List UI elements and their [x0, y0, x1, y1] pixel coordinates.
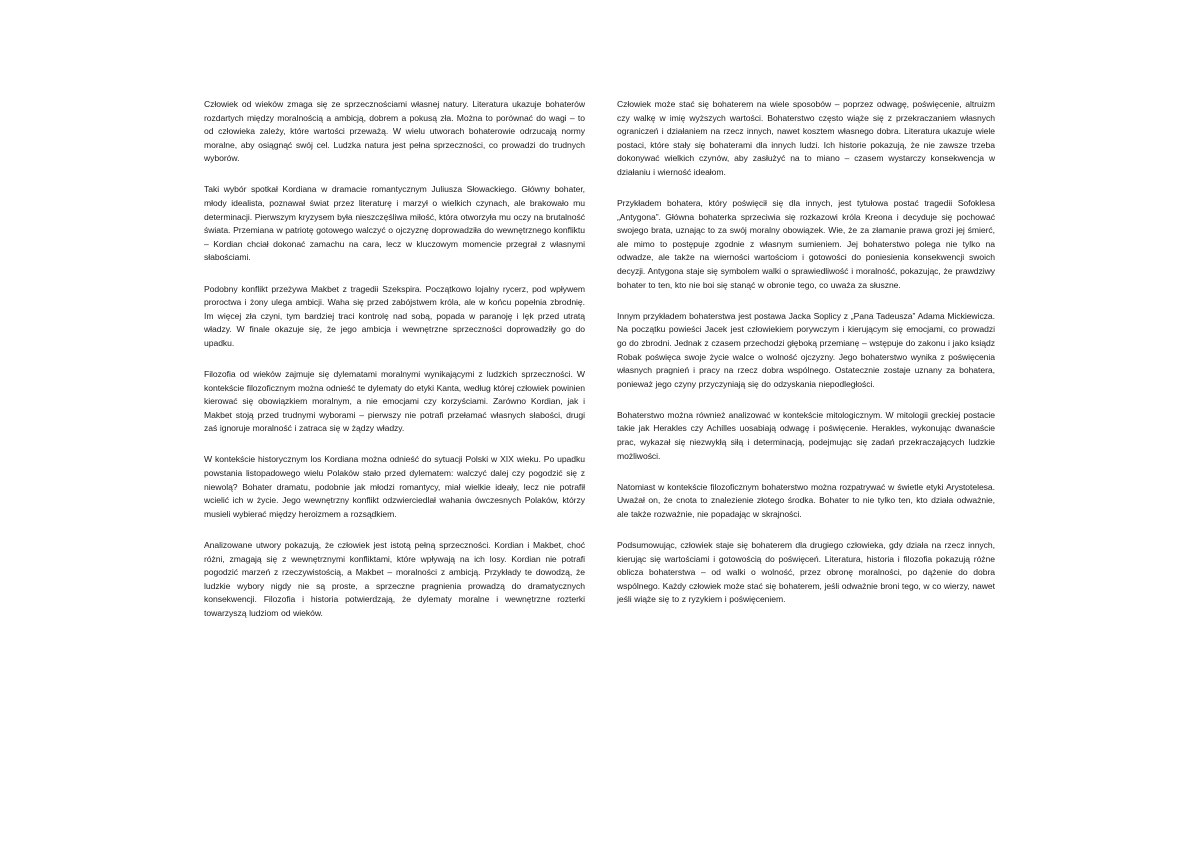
- paragraph: Filozofia od wieków zajmuje się dylematami moralnymi wynikającymi z ludzkich sprzeczności. W kontekście filozoficznym można odnieść te dylematy do etyki Kanta, według której człowiek powinien kierować się obowiązkiem moralnym, a nie emocjami czy korzyściami. Zarówno Kordian, jak i Makbet stoją przed trudnymi wyborami – pierwszy nie potrafi przełamać własnych słabości, drugi zaś ignoruje moralność i zatraca się w żądzy władzy.: [204, 369, 585, 434]
- paragraph: Przykładem bohatera, który poświęcił się dla innych, jest tytułowa postać tragedii Sofoklesa „Antygona”. Główna bohaterka sprzeciwia się rozkazowi króla Kreona i decyduje się pochować swojego brata, uznając to za swój moralny obowiązek. Wie, że za złamanie prawa grozi jej śmierć, ale mimo to postępuje zgodnie z własnym sumieniem. Jej bohaterstwo polega nie tylko na odwadze, ale także na wierności wartościom i gotowości do poniesienia konsekwencji swoich decyzji. Antygona staje się symbolem walki o sprawiedliwość i moralność, pokazując, że prawdziwy bohater to ten, kto nie boi się stanąć w obronie tego, co uważa za słuszne.: [617, 198, 995, 290]
- paragraph: Człowiek może stać się bohaterem na wiele sposobów – poprzez odwagę, poświęcenie, altruizm czy walkę w imię wyższych wartości. Bohaterstwo często wiąże się z przekraczaniem własnych ograniczeń i działaniem na rzecz innych, nawet kosztem własnego dobra. Literatura ukazuje wiele postaci, które stały się bohaterami dla innych ludzi. Ich historie pokazują, że nie zawsze trzeba dokonywać wielkich czynów, aby zasłużyć na to miano – czasem wystarczy konsekwencja w działaniu i wierność ideałom.: [617, 99, 995, 177]
- paragraph: Podsumowując, człowiek staje się bohaterem dla drugiego człowieka, gdy działa na rzecz innych, kierując się wartościami i gotowością do poświęceń. Literatura, historia i filozofia pokazują różne oblicza bohaterstwa – od walki o wolność, przez obronę moralności, po dążenie do dobra wspólnego. Każdy człowiek może stać się bohaterem, jeśli odważnie broni tego, w co wierzy, nawet jeśli wiąże się to z ryzykiem i poświęceniem.: [617, 539, 995, 605]
- paragraph: Człowiek od wieków zmaga się ze sprzecznościami własnej natury. Literatura ukazuje bohaterów rozdartych między moralnością a ambicją, dobrem a pokusą zła. Można to porównać do wagi – to od człowieka zależy, które wartości przeważą. W wielu utworach bohaterowie odrzucają normy moralne, aby osiągnąć swój cel. Ludzka natura jest pełna sprzeczności, co prowadzi do trudnych wyborów.: [204, 99, 585, 164]
- right-text-column: [617, 98, 995, 624]
- paragraph: Innym przykładem bohaterstwa jest postawa Jacka Soplicy z „Pana Tadeusza” Adama Mickiewicza. Na początku powieści Jacek jest człowiekiem porywczym i kierującym się emocjami, co prowadzi go do zbrodni. Jednak z czasem przechodzi głęboką przemianę – wstępuje do zakonu i jako ksiądz Robak poświęca swoje życie walce o wolność ojczyzny. Jego bohaterstwo wynika z poświęcenia własnych pragnień i pracy na rzecz dobra wspólnego. Ostatecznie zostaje uznany za bohatera, ponieważ jego czyny przyczyniają się do odzyskania niepodległości.: [617, 310, 995, 389]
- paragraph: Natomiast w kontekście filozoficznym bohaterstwo można rozpatrywać w świetle etyki Arystotelesa. Uważał on, że cnota to znalezienie złotego środka. Bohater to nie tylko ten, kto działa odważnie, ale także rozważnie, nie popadając w skrajności.: [617, 481, 995, 519]
- paragraph: Podobny konflikt przeżywa Makbet z tragedii Szekspira. Początkowo lojalny rycerz, pod wpływem proroctwa i żony ulega ambicji. Waha się przed zabójstwem króla, ale w końcu popełnia zbrodnię. Im więcej zła czyni, tym bardziej traci kontrolę nad sobą, popada w paranoję i lęk przed utratą władzy. W finale okazuje się, że jego ambicja i wewnętrzne sprzeczności doprowadziły go do upadku.: [204, 283, 585, 348]
- paragraph: Bohaterstwo można również analizować w kontekście mitologicznym. W mitologii greckiej postacie takie jak Herakles czy Achilles uosabiają odwagę i poświęcenie. Herakles, wykonując dwanaście prac, wykazał się niezwykłą siłą i determinacją, podejmując się zadań przekraczających ludzkie możliwości.: [617, 409, 995, 461]
- left-text-column: [204, 98, 585, 638]
- paragraph: Analizowane utwory pokazują, że człowiek jest istotą pełną sprzeczności. Kordian i Makbet, choć różni, zmagają się z wewnętrznymi konfliktami, które wpływają na ich losy. Kordian nie potrafi pogodzić marzeń z rzeczywistością, a Makbet – moralności z ambicją. Przykłady te dowodzą, że ludzkie wybory nigdy nie są proste, a sprzeczne pragnienia prowadzą do dramatycznych konsekwencji. Filozofia i historia potwierdzają, że dylematy moralne i wewnętrzne rozterki towarzyszą ludziom od wieków.: [204, 539, 585, 618]
- paragraph: Taki wybór spotkał Kordiana w dramacie romantycznym Juliusza Słowackiego. Główny bohater, młody idealista, poznawał świat przez literaturę i marzył o wielkich czynach, ale brakowało mu determinacji. Pierwszym kryzysem była nieszczęśliwa miłość, która otworzyła mu oczy na brutalność świata. Przemiana w patriotę gotowego walczyć o ojczyznę doprowadziła do wewnętrznego konfliktu – Kordian chciał dokonać zamachu na cara, lecz w kluczowym momencie przegrał z własnymi słabościami.: [204, 184, 585, 263]
- paragraph: W kontekście historycznym los Kordiana można odnieść do sytuacji Polski w XIX wieku. Po upadku powstania listopadowego wielu Polaków stało przed dylematem: walczyć dalej czy pogodzić się z niewolą? Bohater dramatu, podobnie jak młodzi romantycy, miał wielkie ideały, lecz nie potrafił wcielić ich w życie. Jego wewnętrzny konflikt odzwierciedlał wahania ówczesnych Polaków, którzy musieli wybierać między heroizmem a rozsądkiem.: [204, 454, 585, 519]
